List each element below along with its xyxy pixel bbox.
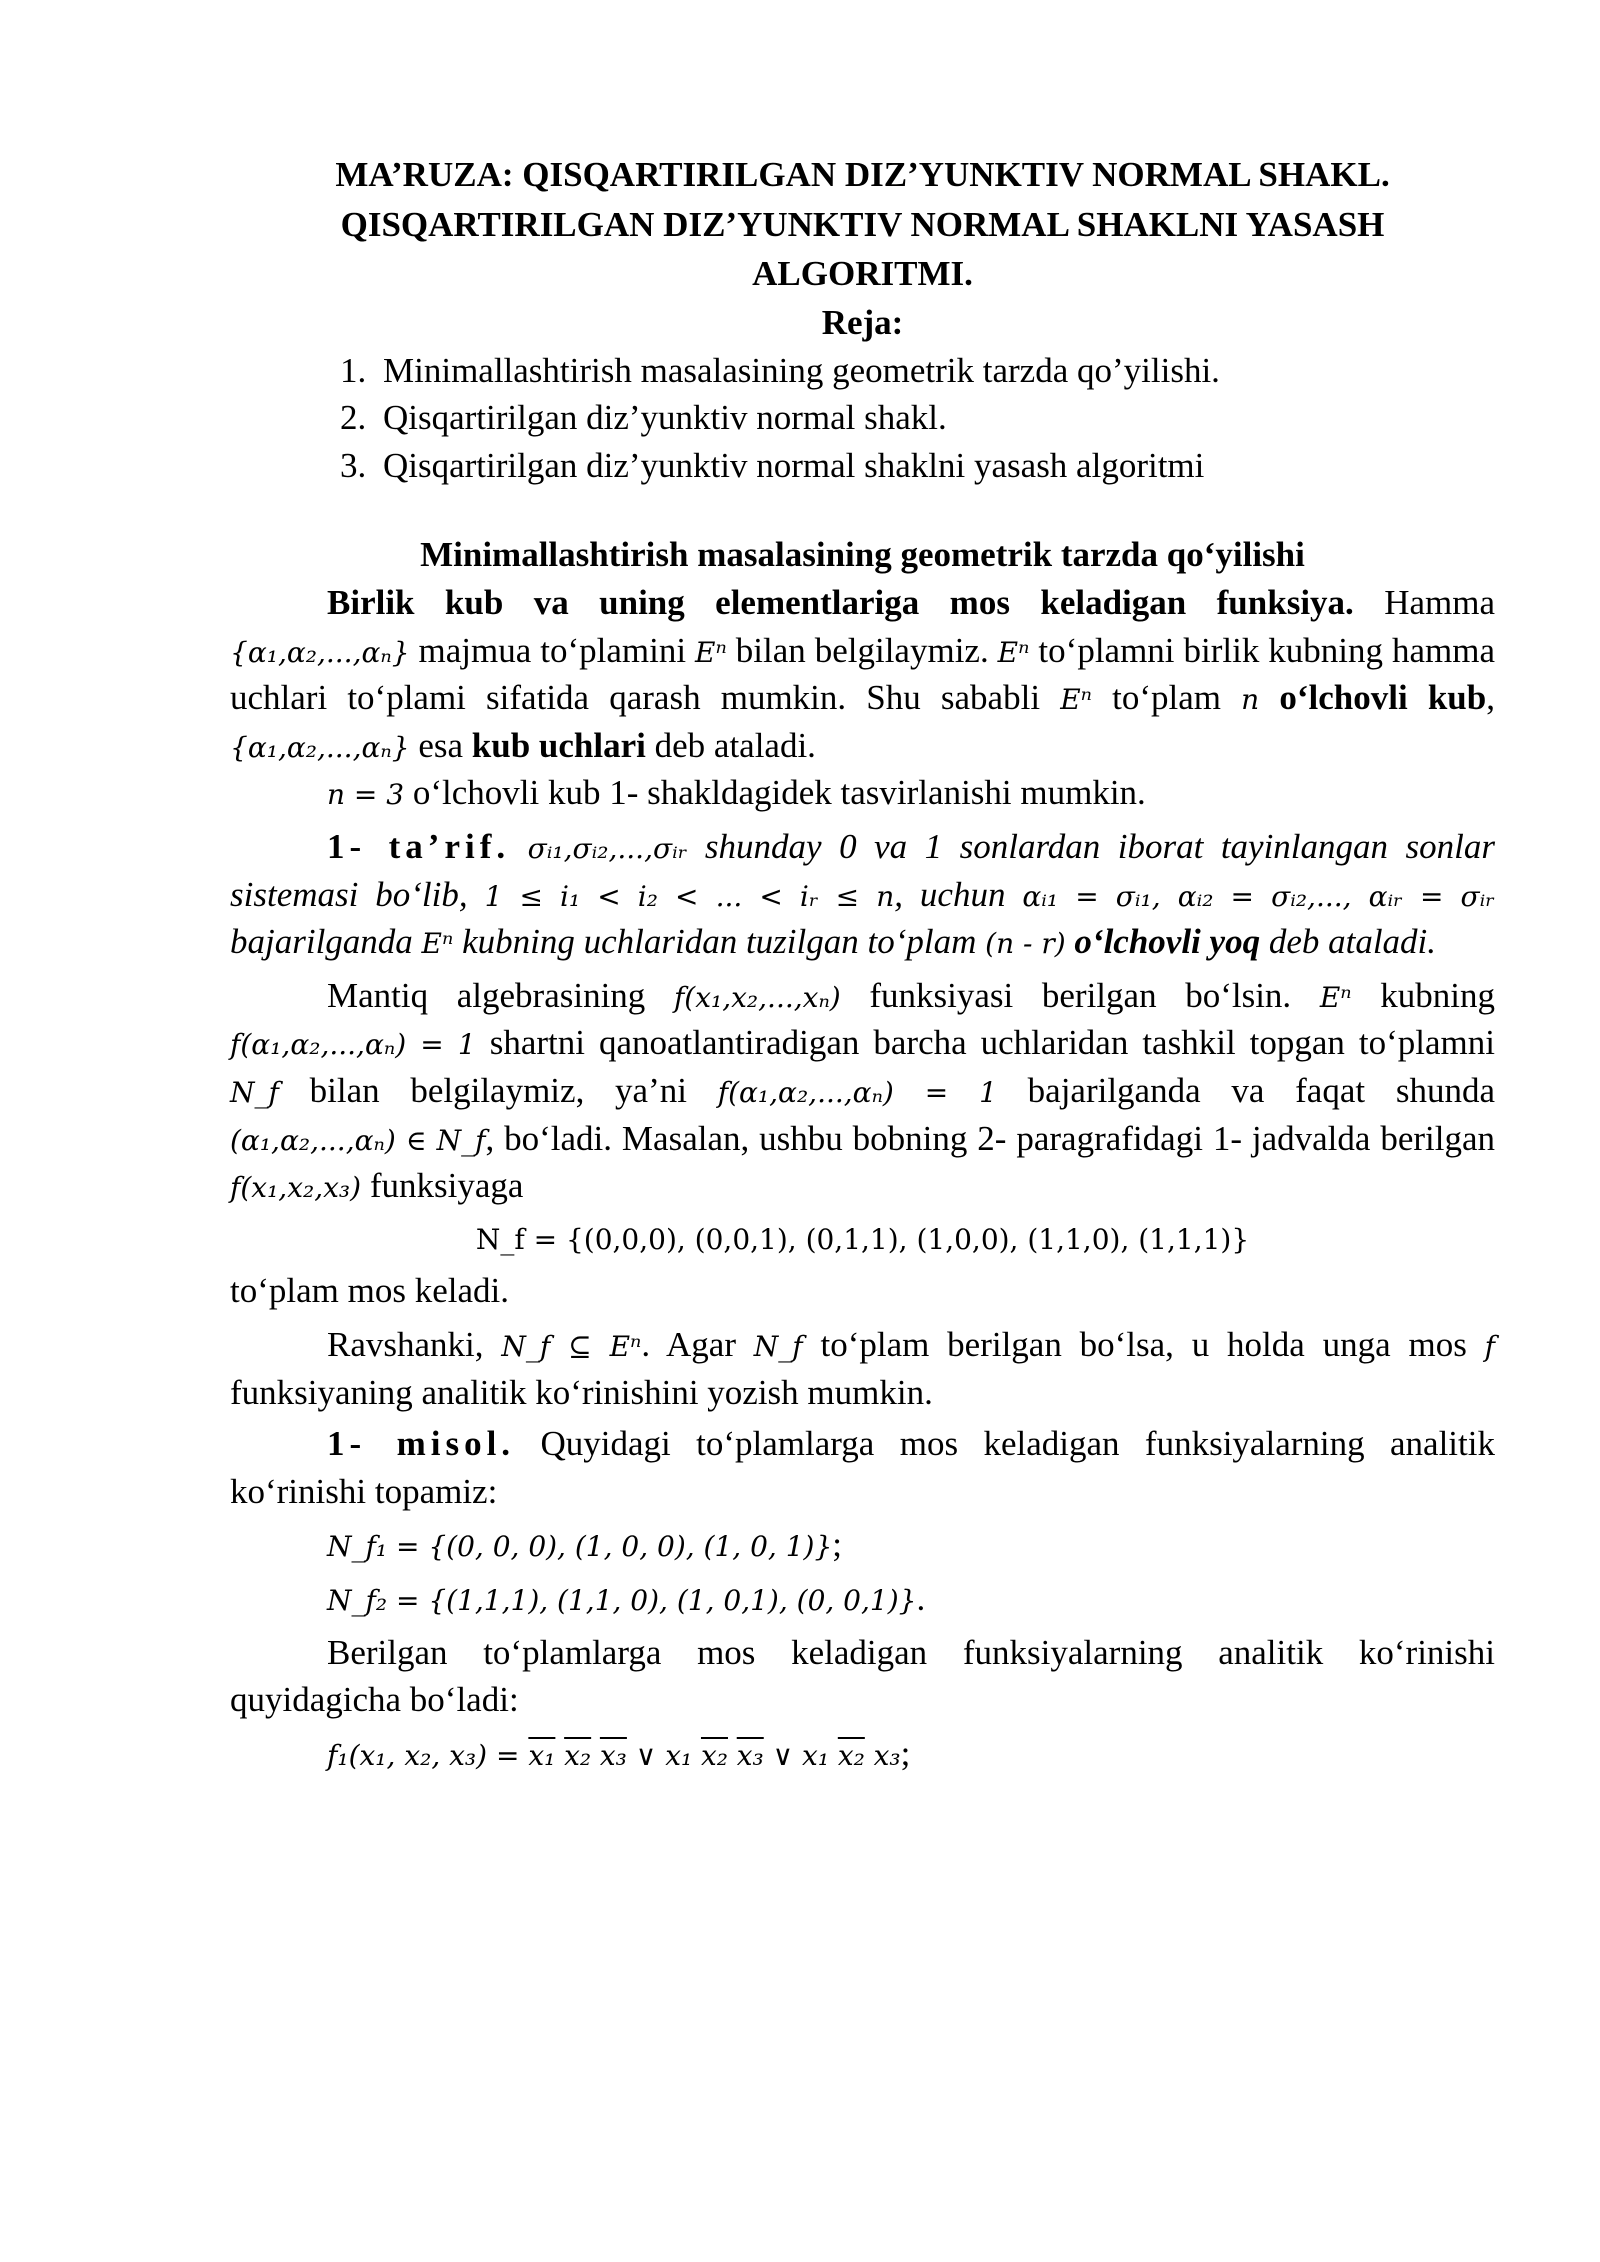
- math-nf-set: N_f = {(0,0,0), (0,0,1), (0,1,1), (1,0,0), (1,1,0), (1,1,1)}: [475, 1222, 1250, 1256]
- math-f-x123: f(x₁,x₂,x₃): [230, 1171, 362, 1205]
- plan-list: [230, 347, 1495, 490]
- math-alpha-in-nf: (α₁,α₂,...,αₙ) ∈ N_f: [230, 1123, 486, 1157]
- text-run: bajarilganda: [230, 922, 422, 962]
- text-run: Mantiq algebrasining: [327, 975, 674, 1015]
- text-run: funksiyaning analitik ko‘rinishini yozish mumkin.: [230, 1372, 933, 1412]
- paragraph-bold-lead: Birlik kub va uning elementlariga mos keladigan funksiya.: [327, 583, 1354, 623]
- text-run: shunday 0 va 1 sonlardan iborat tayinlangan sonlar sistemasi bo‘lib,: [230, 827, 1495, 914]
- math-f-alpha-1: f(α₁,α₂,...,αₙ) = 1: [230, 1028, 476, 1062]
- text-run: to‘plam berilgan bo‘lsa, u holda unga mos: [802, 1324, 1485, 1364]
- math-f: f: [1484, 1329, 1495, 1363]
- document-page: [230, 150, 1495, 1783]
- text-run: deb ataladi.: [1260, 922, 1437, 962]
- plan-heading: Reja:: [821, 303, 904, 343]
- text-run: ,: [1486, 678, 1495, 718]
- math-f-alpha-1: f(α₁,α₂,...,αₙ) = 1: [717, 1075, 997, 1109]
- math-or: ∨: [763, 1738, 803, 1772]
- plan-item-3: 3. Qisqartirilgan diz’yunktiv normal shaklni yasash algoritmi: [375, 442, 1495, 490]
- text-run: bajarilganda va faqat shunda: [996, 1070, 1495, 1110]
- definition-1: [230, 823, 1495, 966]
- text-run: . Agar: [641, 1324, 754, 1364]
- math-set-alpha: {α₁,α₂,...,αₙ}: [230, 635, 410, 669]
- math-n-minus-r: (n - r): [985, 927, 1066, 961]
- equation-nf1: [327, 1521, 1495, 1569]
- math-en: Eⁿ: [421, 927, 454, 961]
- text-run: , uchun: [894, 874, 1023, 914]
- paragraph-set-corresponds: to‘plam mos keladi.: [230, 1271, 509, 1311]
- text-run: funksiyaga: [361, 1166, 524, 1206]
- math-or: ∨: [626, 1738, 666, 1772]
- text-run: kubning: [1351, 975, 1495, 1015]
- plan-item-1: 1. Minimallashtirish masalasining geometrik tarzda qo’yilishi.: [375, 347, 1495, 395]
- math-en: Eⁿ: [695, 635, 727, 669]
- text-run: Ravshanki,: [327, 1324, 502, 1364]
- text-run: funksiyasi berilgan bo‘lsin.: [840, 975, 1320, 1015]
- title-line-2: QISQARTIRILGAN DIZ’YUNKTIV NORMAL SHAKLNI YASASH: [340, 204, 1385, 244]
- example-1: [230, 1420, 1495, 1515]
- paragraph-three-dim: [230, 769, 1495, 817]
- lecture-title: [230, 150, 1495, 299]
- math-n-equals-3: n = 3: [327, 778, 405, 812]
- term-dim-face: o‘lchovli yoq: [1065, 922, 1261, 962]
- title-line-1: MA’RUZA: QISQARTIRILGAN DIZ’YUNKTIV NORMAL SHAKL.: [335, 155, 1390, 194]
- math-en: Eⁿ: [1319, 980, 1352, 1014]
- term-cube-vertices: kub uchlari: [471, 725, 646, 765]
- text-run: bilan belgilaymiz.: [726, 630, 998, 670]
- paragraph-analytic-form: Berilgan to‘plamlarga mos keladigan funksiyalarning analitik ko‘rinishi quyidagicha bo‘ladi:: [230, 1632, 1495, 1720]
- text-run: deb ataladi.: [645, 725, 816, 765]
- nf-set-equation: [230, 1214, 1495, 1262]
- text-run: , bo‘ladi. Masalan, ushbu bobning 2- paragrafidagi 1- jadvalda berilgan: [485, 1118, 1496, 1158]
- math-f-x: f(x₁,x₂,...,xₙ): [673, 980, 841, 1014]
- math-x1: x₁: [802, 1738, 830, 1772]
- math-f1-lhs: f₁(x₁, x₂, x₃) =: [327, 1738, 529, 1772]
- equation-nf2: [327, 1575, 1495, 1623]
- math-x3-negated: x₃: [736, 1738, 764, 1772]
- math-index-ineq: 1 ≤ i₁ < i₂ < ... < iᵣ ≤ n: [484, 879, 895, 913]
- math-x2-negated: x₂: [700, 1738, 728, 1772]
- section-heading: Minimallashtirish masalasining geometrik tarzda qo‘yilishi: [420, 535, 1305, 575]
- paragraph-unit-cube: [230, 579, 1495, 769]
- math-x3-negated: x₃: [599, 1738, 627, 1772]
- text-run: Hamma: [1353, 583, 1496, 623]
- math-x1: x₁: [665, 1738, 693, 1772]
- math-en: Eⁿ: [997, 635, 1030, 669]
- definition-label: 1- ta’rif.: [327, 827, 511, 866]
- equation-end: ;: [900, 1733, 911, 1773]
- math-nf-subset: N_f ⊆ Eⁿ: [501, 1329, 642, 1363]
- title-line-3: ALGORITMI.: [752, 254, 973, 294]
- example-label: 1- misol.: [327, 1424, 516, 1464]
- math-en: Eⁿ: [1060, 683, 1092, 717]
- paragraph-nf-definition: [230, 972, 1495, 1210]
- plan-item-2: 2. Qisqartirilgan diz’yunktiv normal shakl.: [375, 394, 1495, 442]
- math-n: n: [1241, 683, 1260, 717]
- equation-end: .: [916, 1578, 926, 1618]
- math-x3: x₃: [873, 1738, 901, 1772]
- equation-f1: [327, 1730, 1495, 1778]
- text-run: o‘lchovli kub 1- shakldagidek tasvirlanishi mumkin.: [404, 773, 1146, 813]
- math-sigma-seq: σᵢ₁,σᵢ₂,...,σᵢᵣ: [527, 832, 688, 865]
- text-run: Quyidagi to‘plamlarga mos keladigan funksiyalarning analitik ko‘rinishi topamiz:: [230, 1424, 1495, 1511]
- math-set-alpha: {α₁,α₂,...,αₙ}: [230, 730, 410, 764]
- math-nf: N_f: [230, 1075, 279, 1109]
- math-nf: N_f: [753, 1329, 803, 1363]
- math-alpha-sigma: αᵢ₁ = σᵢ₁, αᵢ₂ = σᵢ₂,..., αᵢᵣ = σᵢᵣ: [1022, 879, 1495, 913]
- text-run: to‘plamni birlik kubning hamma uchlari to‘plami sifatida qarash mumkin. Shu sababli: [230, 630, 1495, 718]
- math-x1-negated: x₁: [528, 1738, 556, 1772]
- math-x2-negated: x₂: [564, 1738, 592, 1772]
- math-nf2-set: N_f₂ = {(1,1,1), (1,1, 0), (1, 0,1), (0, 0,1)}: [327, 1583, 917, 1617]
- term-n-dim-cube: o‘lchovli kub: [1259, 678, 1487, 718]
- equation-end: ;: [832, 1525, 842, 1565]
- text-run: kubning uchlaridan tuzilgan to‘plam: [453, 922, 986, 962]
- text-run: to‘plam: [1092, 678, 1242, 718]
- math-nf1-set: N_f₁ = {(0, 0, 0), (1, 0, 0), (1, 0, 1)}: [327, 1530, 833, 1564]
- text-run: shartni qanoatlantiradigan barcha uchlaridan tashkil topgan to‘plamni: [475, 1023, 1495, 1063]
- paragraph-obviously: [230, 1321, 1495, 1416]
- text-run: bilan belgilaymiz, ya’ni: [278, 1070, 718, 1110]
- text-run: esa: [409, 725, 472, 765]
- text-run: majmua to‘plamini: [409, 630, 696, 670]
- math-x2-negated: x₂: [837, 1738, 865, 1772]
